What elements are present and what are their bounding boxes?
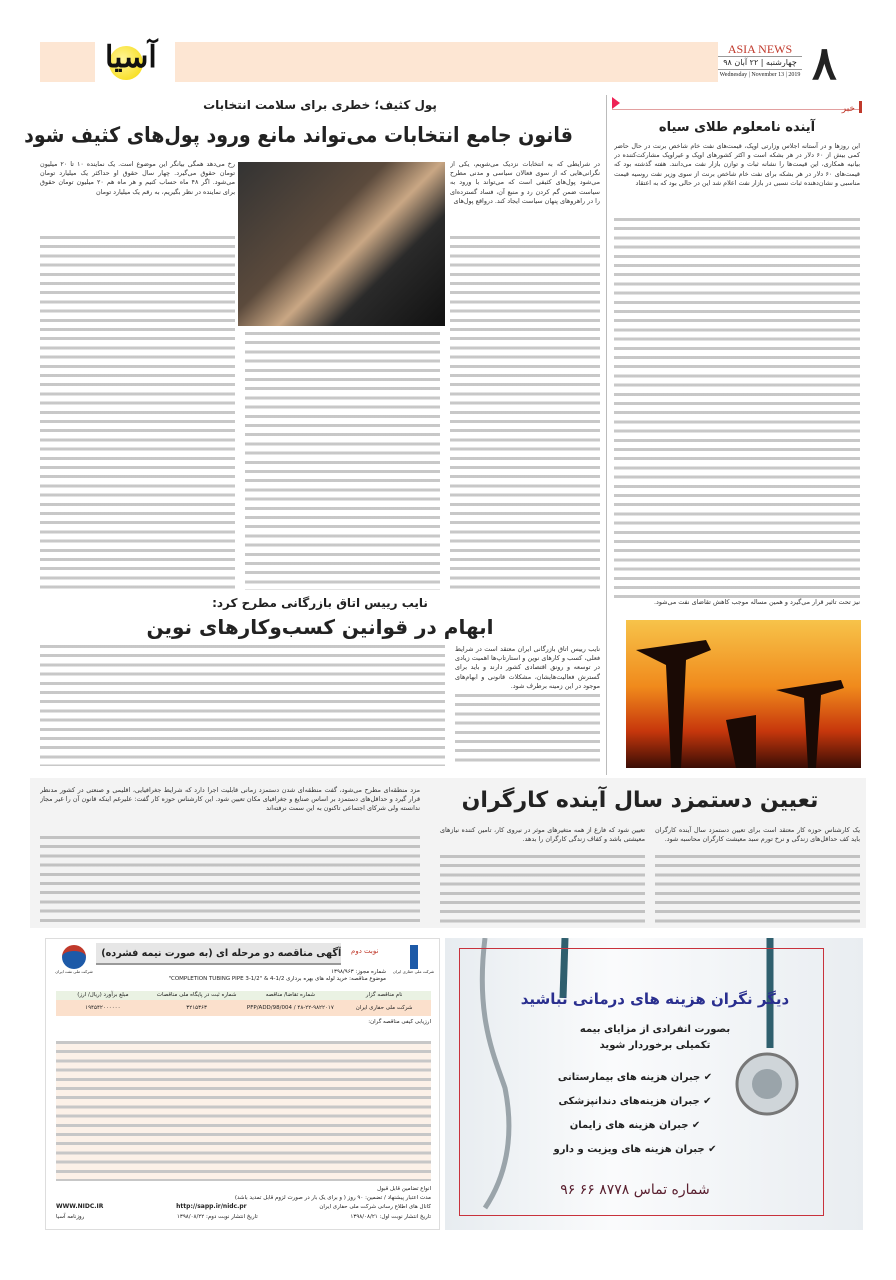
- tender-url2[interactable]: http://sapp.ir/nidc.pr: [176, 1203, 247, 1210]
- article1-col-right: در شرایطی که به انتخابات نزدیک می‌شویم، یکی از نگرانی‌هایی که از سوی فعالان سیاسی و مدنی مطرح می‌شود پول‌های کثیفی است که می‌تواند با ورود به سیاست ضمن گم کردن رد و منبع آن، فساد گسترده‌ای را در راهروهای پنهان سیاست ایجاد کند. درواقع پول‌های: [450, 160, 600, 205]
- oil-pump-image: [626, 620, 861, 768]
- text-lines: [655, 855, 860, 925]
- page-number: ۸: [812, 37, 837, 89]
- tender-table-header: [56, 991, 431, 1000]
- th: شماره ثبت در پایگاه ملی مناقصات: [156, 992, 237, 998]
- ad-headline: دیگر نگران هزینه های درمانی نباشید: [520, 990, 790, 1008]
- th: مبلغ برآورد (ریال/ ارز): [77, 992, 129, 998]
- tender-first-pub: تاریخ انتشار نوبت اول: ۱۳۹۸/۰۸/۲۱: [350, 1214, 431, 1220]
- text-lines: [40, 236, 235, 591]
- article3-body-mid: تعیین شود که فارغ از همه متغیرهای موثر در نیروی کار، تامین کننده نیازهای معیشتی باشد و کفاف زندگی کارگران را بدهد.: [440, 826, 645, 844]
- masthead-info: [718, 42, 802, 84]
- insurance-ad: [445, 938, 863, 1230]
- tender-evaluation: ارزیابی کیفی مناقصه گران:: [368, 1019, 431, 1025]
- en-name: ASIA NEWS: [718, 42, 802, 57]
- nioc-logo: شرکت ملی نفت ایران: [54, 945, 94, 974]
- tender-ad: [45, 938, 440, 1230]
- article1-headline: قانون جامع انتخابات می‌تواند مانع ورود پول‌های کثیف شود: [24, 123, 573, 147]
- ad-sub2: تکمیلی برخوردار شوید: [599, 1040, 711, 1051]
- ad-phone: شماره تماس ۸۷۷۸ ۶۶ ۹۶: [560, 1182, 710, 1198]
- text-lines: [450, 236, 600, 591]
- article1-kicker: پول کثیف؛ خطری برای سلامت انتخابات: [203, 98, 437, 112]
- td: ۱۹۴۵۴۲۰۰۰۰۰۰: [85, 1004, 121, 1011]
- sidebar-text-lines: [614, 218, 860, 598]
- ad-item: ✔ جبران هزینه های زایمان: [569, 1120, 701, 1131]
- article3-body-right: یک کارشناس حوزه کار معتقد است برای تعیین دستمزد سال آینده کارگران باید کف حداقل‌های زندگی و نرخ تورم سبد معیشت کارگران محاسبه شود.: [655, 826, 860, 844]
- td: ۴۸-۲۲-۹۸۲۲۰۱۷ / PFP/ADD/98/004: [246, 1004, 334, 1011]
- article2-headline: ابهام در قوانین کسب‌وکارهای نوین: [146, 615, 494, 639]
- ad-sub1: بصورت انفرادی از مزایای بیمه: [579, 1024, 731, 1035]
- triangle-icon: [612, 97, 620, 109]
- sidebar-headline: آینده نامعلوم طلای سیاه: [658, 120, 816, 135]
- politician-photo: [238, 162, 445, 326]
- td: ۳۲۱۵۳۶۳: [186, 1004, 207, 1011]
- tender-second-pub: تاریخ انتشار نوبت دوم: ۱۳۹۸/۰۸/۲۲: [176, 1214, 258, 1220]
- column-divider: [606, 95, 607, 775]
- tender-title: آگهی مناقصه دو مرحله ای (به صورت نیمه فشرده): [100, 948, 341, 959]
- text-lines: [40, 836, 420, 926]
- tender-guarantee: انواع تضامین قابل قبول: [377, 1186, 431, 1192]
- tender-table: [56, 991, 431, 1026]
- sidebar-body: این روزها و در آستانه اجلاس وزارتی اوپک، قیمت‌های نفت خام شاخص برنت در حال حاضر کمی بیش از ۶۰ دلار در هر بشکه است و اکثر کشورهای اوپک و غیراوپک مشارکت‌کننده در بیانیه همکاری، این قیمت‌ها را نشانه ثبات و توازن بازار نفت می‌دانند. هفته گذشته بود که قیمت‌های ۶۰ دلار در هر بشکه برای نفت خام شاخص برنت از سوی وزیر نفت روسیه قیمت مناسبی و نشان‌دهنده ثبات نسبی در بازار نفت اعلام شد این در حالی بود که به اعتقاد: [614, 142, 860, 187]
- tender-validity: مدت اعتبار پیشنهاد / تضمین: ۹۰ روز ( و برای یک بار در صورت لزوم قابل تمدید باشد): [234, 1195, 431, 1201]
- sidebar-ending: نیز تحت تاثیر قرار می‌گیرد و همین مساله موجب کاهش تقاضای نفت می‌شود.: [653, 598, 860, 606]
- tender-round: نوبت دوم: [351, 947, 379, 955]
- ad-item: ✔ جبران هزینه های بیمارستانی: [557, 1072, 713, 1083]
- nidc-logo: شرکت ملی حفاری ایران: [391, 945, 436, 974]
- article1-col-left: رخ می‌دهد همگی بیانگر این موضوع است. یک نماینده ۱۰ تا ۲۰ میلیون تومان حقوق می‌گیرد. چهار سال حقوق او حداکثر یک میلیارد تومان می‌شود. اگر ۴۸ ماه حساب کنیم و هر ماه هم ۲۰ میلیون تومان حقوق برای نماینده در نظر بگیریم، به رقم یک میلیارد تومان: [40, 160, 235, 196]
- th: نام مناقصه گزار: [365, 992, 403, 998]
- news-tag: خبر: [612, 96, 862, 110]
- fa-date: چهارشنبه | ۲۲ آبان ۹۸: [723, 58, 797, 67]
- en-date: Wednesday | November 13 | 2019: [718, 69, 802, 80]
- th: شماره تقاضا/ مناقصه: [265, 992, 316, 998]
- text-lines: [40, 645, 445, 766]
- tender-table-row: [56, 1000, 431, 1016]
- text-lines: [440, 855, 645, 925]
- article2-body: نایب رییس اتاق بازرگانی ایران معتقد است در شرایط فعلی، کسب و کارهای نوین و استارتاپ‌ها اهمیت زیادی در توسعه و رونق اقتصادی کشور دارند و باید برای گسترش فعالیت‌هایشان، مشکلات قانونی و ابهام‌های موجود در این زمینه برطرف شود.: [455, 645, 600, 690]
- article2-kicker: نایب رییس اتاق بازرگانی مطرح کرد:: [212, 596, 428, 610]
- tender-license: شماره مجوز: ۱۳۹۸/۹۶۳: [331, 969, 386, 975]
- text-lines: [245, 332, 440, 590]
- article3-body-left: مزد منطقه‌ای مطرح می‌شود، گفت منطقه‌ای شدن دستمزد زمانی قابلیت اجرا دارد که شرایط جغرافیایی، اقلیمی و صنعتی در کشور مدنظر قرار گیرد و حداقل‌های دستمزد بر اساس صنایع و جغرافیای مکان تعیین شود. این کارشناس حوزه کار گفت: علیرغم اینکه قانون آن را غیر مجاز ندانسته ولی شرکای اجتماعی تاکنون به این سمت نرفته‌اند: [40, 786, 420, 813]
- ad-item: ✔ جبران هزینه های ویزیت و دارو: [553, 1144, 717, 1155]
- tender-subject: موضوع مناقصه: خرید لوله های بهره برداری COMPLETION TUBING PIPE 3-1/2" & 4-1/2": [168, 976, 386, 982]
- tender-paper: روزنامه آسیا: [56, 1214, 85, 1220]
- logo: آسیا: [95, 38, 175, 86]
- ad-item: ✔ جبران هزینه‌های دندانپزشکی: [558, 1096, 712, 1107]
- tender-url1[interactable]: WWW.NIDC.IR: [56, 1203, 104, 1210]
- article3-headline: تعیین دستمزد سال آینده کارگران: [461, 788, 819, 813]
- text-lines: [455, 694, 600, 766]
- tender-text-lines: [56, 1041, 431, 1181]
- tender-channels: کانال های اطلاع رسانی شرکت ملی حفاری ایران: [319, 1204, 431, 1210]
- td: شرکت ملی حفاری ایران: [355, 1004, 413, 1011]
